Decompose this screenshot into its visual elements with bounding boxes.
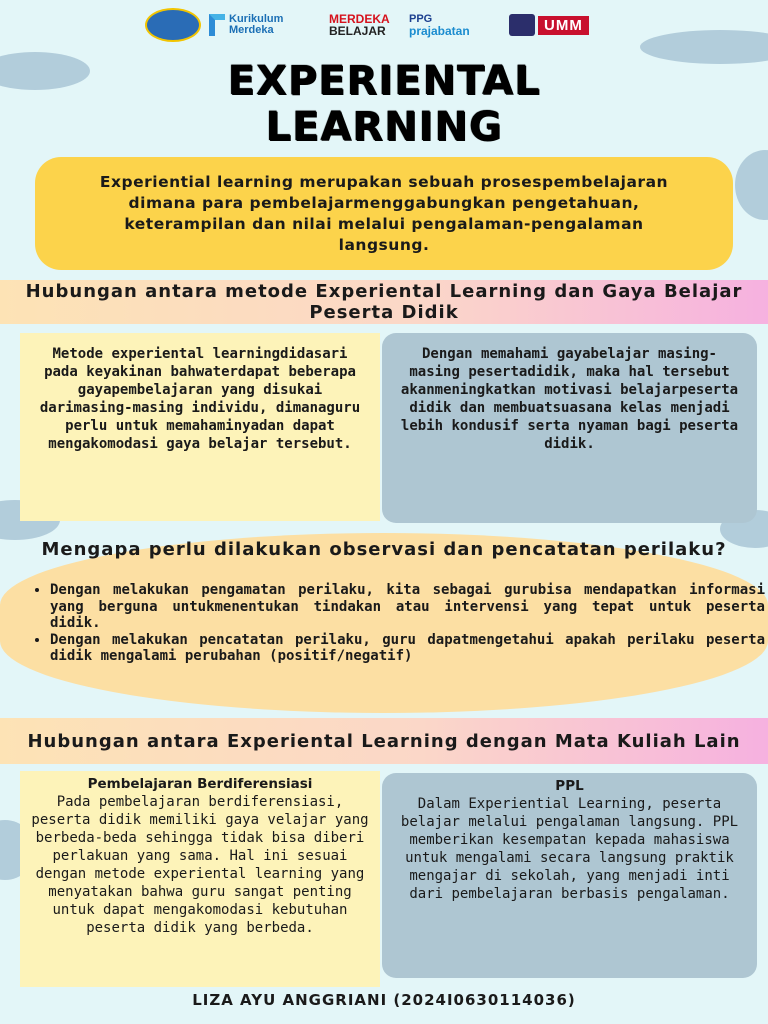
section2-bullet-list	[30, 582, 765, 665]
section3-right-text: Dalam Experiential Learning, peserta belajar melalui pengalaman langsung. PPL memberikan kesempatan kepada mahasiswa untuk mengalami secara langsung praktik mengajar di sekolah, yang menjadi inti dari pembelajaran berbasis pengalaman.	[400, 796, 739, 902]
list-item: • Dengan melakukan pencatatan perilaku, guru dapatmengetahui apakah perilaku peserta didik mengalami perubahan (positif/negatif)	[50, 632, 765, 665]
section2-oval	[0, 533, 768, 713]
page-title: EXPERIENTAL LEARNING	[227, 58, 541, 150]
tut-wuri-logo	[145, 8, 203, 42]
merdeka-belajar-logo: MERDEKA BELAJAR	[329, 12, 390, 38]
section1-left-panel	[20, 333, 380, 521]
section3-left-panel	[20, 771, 380, 987]
section2-heading: Mengapa perlu dilakukan observasi dan pencatatan perilaku?	[41, 539, 727, 560]
kurikulum-merdeka-logo: Kurikulum Merdeka	[209, 8, 319, 42]
cloud-decoration	[735, 150, 768, 220]
logo-bar	[145, 8, 625, 42]
author-footer: LIZA AYU ANGGRIANI (2024I0630114036)	[192, 991, 576, 1009]
section3-left-text: Pada pembelajaran berdiferensiasi, peserta didik memiliki gaya velajar yang berbeda-beda sehingga tidak bisa diberi perlakuan yang sama. Hal ini sesuai dengan metode experiental learning yang menyatakan bahwa guru sangat penting untuk dapat mengakomodasi kebutuhan peserta didik yang berbeda.	[31, 794, 369, 936]
section3-left-title: Pembelajaran Berdiferensiasi	[87, 776, 313, 792]
section3-right-title: PPL	[555, 778, 584, 794]
section1-heading: Hubungan antara metode Experiental Learning dan Gaya Belajar Peserta Didik	[0, 280, 768, 324]
section1-right-panel	[382, 333, 757, 523]
ppg-prajabatan-logo: PPG prajabatan	[409, 12, 470, 38]
intro-box	[35, 157, 733, 270]
section1-right-text: Dengan memahami gayabelajar masing-masing pesertadidik, maka hal tersebut akanmeningkatkan motivasi belajarpeserta didik dan membuatsuasana kelas menjadi lebih kondusif serta nyaman bagi peserta didik.	[400, 346, 739, 452]
section3-right-panel	[382, 773, 757, 978]
section1-left-text: Metode experiental learningdidasari pada keyakinan bahwaterdapat beberapa gayapembelajaran yang disukai darimasing-masing individu, dimanaguru perlu untuk memahaminyadan dapat mengakomodasi gaya belajar tersebut.	[39, 346, 361, 452]
section3-heading: Hubungan antara Experiental Learning dengan Mata Kuliah Lain	[0, 718, 768, 764]
list-item: • Dengan melakukan pengamatan perilaku, kita sebagai gurubisa mendapatkan informasi yang berguna untukmenentukan tindakan atau intervensi yang tepat untuk peserta didik.	[50, 582, 765, 632]
umm-logo: UMM	[509, 8, 621, 42]
intro-text: Experiential learning merupakan sebuah prosespembelajaran dimana para pembelajarmenggabungkan pengetahuan, keterampilan dan nilai melalui pengalaman-pengalaman langsung.	[99, 172, 669, 254]
